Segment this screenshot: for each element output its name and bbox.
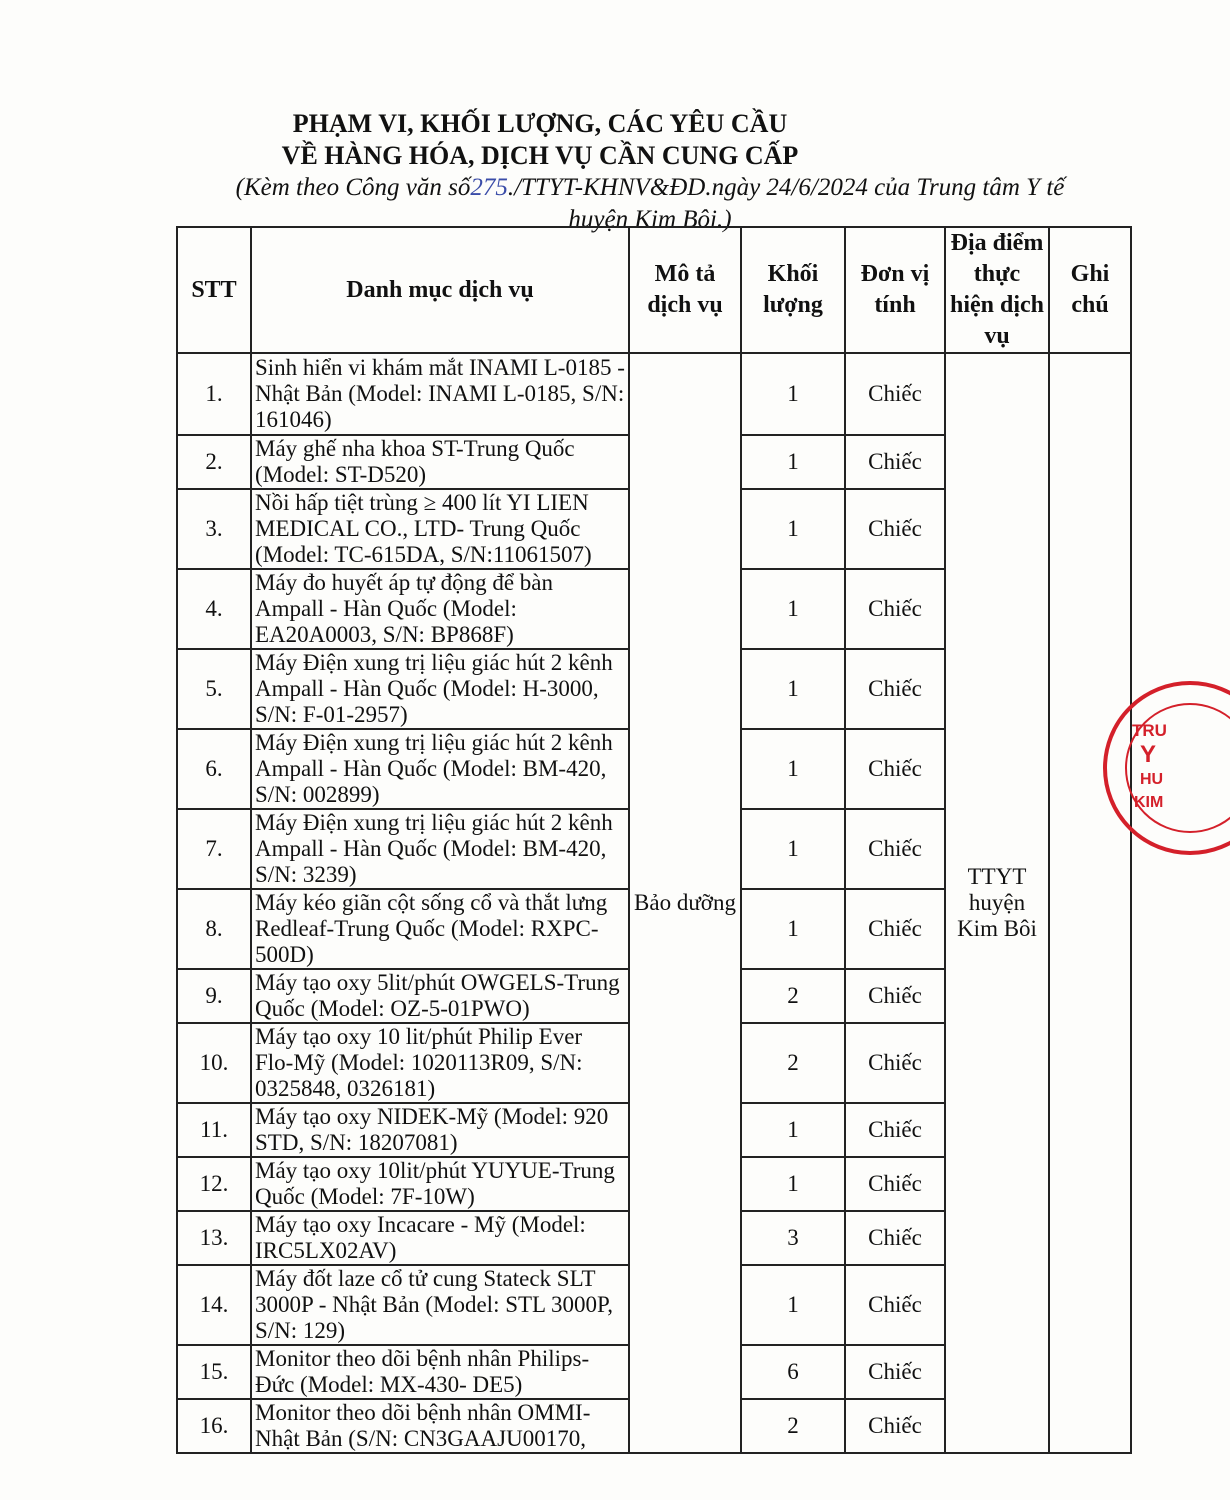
row-stt: 8. [177, 889, 251, 969]
header-quantity: Khối lượng [741, 227, 845, 353]
row-stt: 16. [177, 1399, 251, 1453]
row-unit: Chiếc [845, 1211, 945, 1265]
row-stt: 6. [177, 729, 251, 809]
row-stt: 11. [177, 1103, 251, 1157]
title-line-2: VỀ HÀNG HÓA, DỊCH VỤ CẦN CUNG CẤP [281, 141, 799, 170]
row-service-name: Monitor theo dõi bệnh nhân OMMI-Nhật Bản (S/N: CN3GAAJU00170, [251, 1399, 629, 1453]
row-service-name: Monitor theo dõi bệnh nhân Philips-Đức (Model: MX-430- DE5) [251, 1345, 629, 1399]
red-seal-stamp [1080, 680, 1230, 855]
row-stt: 5. [177, 649, 251, 729]
subtitle-line-2: huyện Kim Bôi.) [568, 206, 732, 233]
stamp-text-y: Y [1140, 741, 1157, 768]
row-unit: Chiếc [845, 1103, 945, 1157]
row-stt: 2. [177, 435, 251, 489]
row-quantity: 1 [741, 649, 845, 729]
row-unit: Chiếc [845, 1023, 945, 1103]
row-unit: Chiếc [845, 435, 945, 489]
row-service-name: Máy tạo oxy 5lit/phút OWGELS-Trung Quốc (Model: OZ-5-01PWO) [251, 969, 629, 1023]
title-line-1: PHẠM VI, KHỐI LƯỢNG, CÁC YÊU CẦU [292, 109, 788, 138]
row-stt: 13. [177, 1211, 251, 1265]
row-note [1049, 353, 1131, 1453]
row-service-name: Máy tạo oxy Incacare - Mỹ (Model: IRC5LX02AV) [251, 1211, 629, 1265]
header-row [177, 227, 1131, 353]
row-stt: 14. [177, 1265, 251, 1345]
header-unit: Đơn vị tính [845, 227, 945, 353]
row-service-name: Máy tạo oxy 10 lit/phút Philip Ever Flo-Mỹ (Model: 1020113R09, S/N: 0325848, 0326181) [251, 1023, 629, 1103]
header-stt: STT [177, 227, 251, 353]
row-quantity: 2 [741, 969, 845, 1023]
row-service-name: Máy tạo oxy NIDEK-Mỹ (Model: 920 STD, S/N: 18207081) [251, 1103, 629, 1157]
row-service-name: Máy Điện xung trị liệu giác hút 2 kênh Ampall - Hàn Quốc (Model: H-3000, S/N: F-01-2957) [251, 649, 629, 729]
row-quantity: 2 [741, 1399, 845, 1453]
header-location: Địa điểm thực hiện dịch vụ [945, 227, 1049, 353]
row-quantity: 6 [741, 1345, 845, 1399]
row-unit: Chiếc [845, 809, 945, 889]
row-service-name: Máy đo huyết áp tự động để bàn Ampall - Hàn Quốc (Model: EA20A0003, S/N: BP868F) [251, 569, 629, 649]
row-quantity: 1 [741, 569, 845, 649]
subtitle-suffix: ./TTYT-KHNV&ĐD.ngày 24/6/2024 của Trung tâm Y tế [507, 174, 1065, 201]
header-note: Ghi chú [1049, 227, 1131, 353]
row-quantity: 1 [741, 729, 845, 809]
row-stt: 15. [177, 1345, 251, 1399]
row-stt: 3. [177, 489, 251, 569]
row-quantity: 1 [741, 489, 845, 569]
row-service-name: Sinh hiển vi khám mắt INAMI L-0185 - Nhật Bản (Model: INAMI L-0185, S/N: 161046) [251, 353, 629, 435]
row-service-name: Máy ghế nha khoa ST-Trung Quốc (Model: ST-D520) [251, 435, 629, 489]
document-header [0, 108, 1159, 236]
row-unit: Chiếc [845, 1345, 945, 1399]
row-quantity: 1 [741, 889, 845, 969]
row-unit: Chiếc [845, 1157, 945, 1211]
row-unit: Chiếc [845, 969, 945, 1023]
stamp-text-kim: KIM [1134, 794, 1164, 811]
row-unit: Chiếc [845, 729, 945, 809]
row-quantity: 2 [741, 1023, 845, 1103]
row-quantity: 1 [741, 1157, 845, 1211]
stamp-text-h: HU [1140, 771, 1164, 788]
stamp-text-tru: TRU [1132, 721, 1167, 740]
row-service-name: Máy Điện xung trị liệu giác hút 2 kênh Ampall - Hàn Quốc (Model: BM-420, S/N: 002899) [251, 729, 629, 809]
row-service-name: Nồi hấp tiệt trùng ≥ 400 lít YI LIEN MEDICAL CO., LTD- Trung Quốc (Model: TC-615DA, S/N:11061507) [251, 489, 629, 569]
row-stt: 1. [177, 353, 251, 435]
table-row [177, 353, 1131, 435]
row-unit: Chiếc [845, 353, 945, 435]
row-quantity: 1 [741, 1265, 845, 1345]
row-quantity: 1 [741, 353, 845, 435]
header-service: Danh mục dịch vụ [251, 227, 629, 353]
subtitle-prefix: (Kèm theo Công văn số [235, 174, 471, 201]
row-stt: 4. [177, 569, 251, 649]
row-unit: Chiếc [845, 1265, 945, 1345]
service-location: TTYT huyện Kim Bôi [945, 353, 1049, 1453]
row-stt: 10. [177, 1023, 251, 1103]
row-unit: Chiếc [845, 649, 945, 729]
document-number: 275 [470, 174, 508, 201]
row-stt: 7. [177, 809, 251, 889]
row-quantity: 3 [741, 1211, 845, 1265]
row-service-name: Máy kéo giãn cột sống cổ và thắt lưng Redleaf-Trung Quốc (Model: RXPC-500D) [251, 889, 629, 969]
row-unit: Chiếc [845, 569, 945, 649]
row-unit: Chiếc [845, 889, 945, 969]
row-stt: 12. [177, 1157, 251, 1211]
header-description: Mô tả dịch vụ [629, 227, 741, 353]
row-service-name: Máy Điện xung trị liệu giác hút 2 kênh Ampall - Hàn Quốc (Model: BM-420, S/N: 3239) [251, 809, 629, 889]
row-quantity: 1 [741, 1103, 845, 1157]
row-unit: Chiếc [845, 1399, 945, 1453]
service-description: Bảo dưỡng [629, 353, 741, 1453]
row-unit: Chiếc [845, 489, 945, 569]
row-quantity: 1 [741, 809, 845, 889]
row-quantity: 1 [741, 435, 845, 489]
row-service-name: Máy tạo oxy 10lit/phút YUYUE-Trung Quốc (Model: 7F-10W) [251, 1157, 629, 1211]
row-stt: 9. [177, 969, 251, 1023]
service-table [176, 226, 1132, 1454]
row-service-name: Máy đốt laze cổ tử cung Stateck SLT 3000P - Nhật Bản (Model: STL 3000P, S/N: 129) [251, 1265, 629, 1345]
